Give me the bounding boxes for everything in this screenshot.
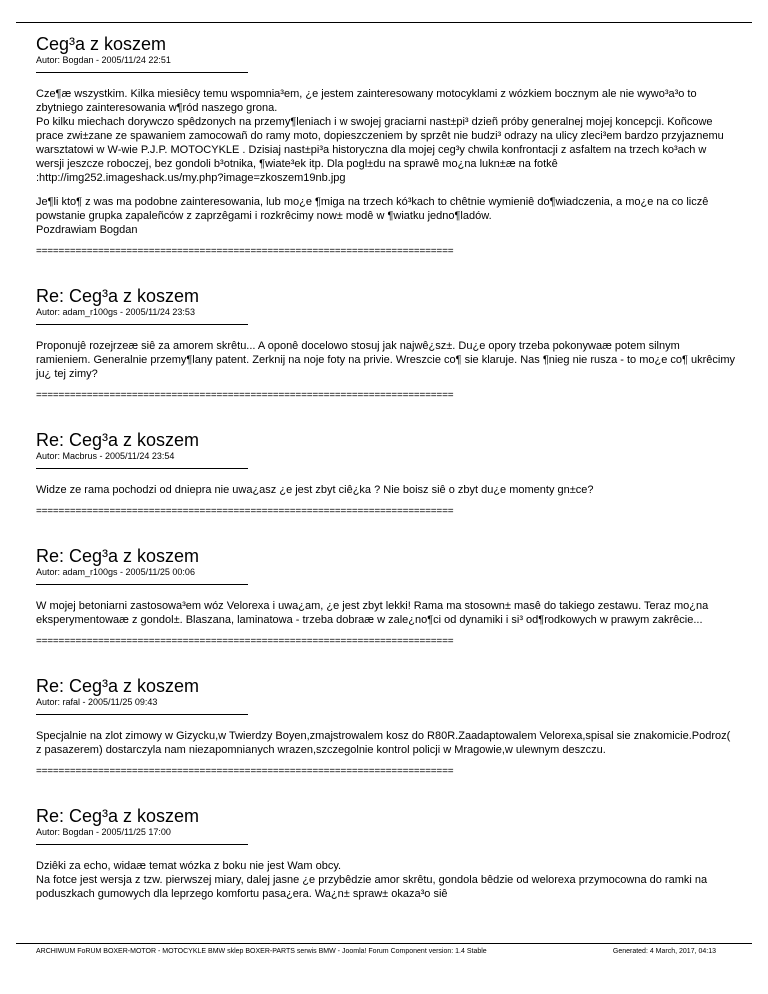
post-separator: ========================================================================== — [36, 637, 454, 647]
post-divider — [36, 72, 248, 73]
post-separator: ========================================================================== — [36, 247, 454, 257]
post-title: Re: Ceg³a z koszem — [36, 546, 200, 566]
post-author-date: Autor: Bogdan - 2005/11/25 17:00 — [36, 827, 171, 837]
post-paragraph: Proponujê rozejrzeæ siê za amorem skrêtu... A oponê docelowo stosuj jak najwê¿sz±. Du¿e opory trzeba pokonywaæ potem silnym ramieniem. Generalnie przemy¶lany patent. Zerknij na noje foty na privie. Wreszcie co¶ sie klaruje. Nas ¶nieg nie rusza - to mo¿e co¶ ukrêcimy ju¿ tej zimy? — [36, 340, 735, 380]
post-divider — [36, 324, 248, 325]
forum-post — [36, 676, 736, 777]
post-author-date: Autor: adam_r100gs - 2005/11/24 23:53 — [36, 307, 195, 317]
post-title: Re: Ceg³a z koszem — [36, 676, 200, 696]
post-title: Ceg³a z koszem — [36, 34, 167, 54]
post-author-date: Autor: adam_r100gs - 2005/11/25 00:06 — [36, 567, 195, 577]
bottom-rule — [16, 943, 752, 944]
post-paragraph: Widze ze rama pochodzi od dniepra nie uwa¿asz ¿e jest zbyt ciê¿ka ? Nie boisz siê o zbyt du¿e momenty gn±ce? — [36, 484, 594, 496]
footer-generated: Generated: 4 March, 2017, 04:13 — [612, 948, 716, 955]
post-title: Re: Ceg³a z koszem — [36, 286, 200, 306]
post-author-date: Autor: Bogdan - 2005/11/24 22:51 — [36, 55, 171, 65]
post-divider — [36, 714, 248, 715]
forum-archive — [36, 34, 736, 911]
post-separator: ========================================================================== — [36, 767, 454, 777]
post-author-date: Autor: Macbrus - 2005/11/24 23:54 — [36, 451, 175, 461]
forum-post — [36, 546, 736, 647]
forum-post — [36, 806, 736, 901]
forum-post — [36, 430, 736, 517]
post-body — [36, 339, 736, 381]
footer-source: ARCHIWUM FoRUM BOXER-MOTOR - MOTOCYKLE BMW sklep BOXER-PARTS serwis BMW - Joomla! Forum Component version: 1.4 Stable — [36, 948, 487, 955]
post-body — [36, 87, 736, 237]
post-paragraph: Specjalnie na zlot zimowy w Gizycku,w Twierdzy Boyen,zmajstrowalem kosz do R80R.Zaadaptowalem Velorexa,spisal sie znakomicie.Podroz( z pasazerem) dostarczyla nam niezapomnianych wrazen,szczegolnie kontrol policji w Mragowie,w ulewnym deszczu. — [36, 730, 731, 756]
forum-post — [36, 34, 736, 257]
post-paragraph: W mojej betoniarni zastosowa³em wóz Velorexa i uwa¿am, ¿e jest zbyt lekki! Rama ma stosown± masê do takiego zestawu. Teraz mo¿na eksperymentowaæ z gondol±. Blaszana, laminatowa - trzeba dobraæ w zale¿no¶ci od dynamiki i si³ od¶rodkowych w prawym zakrêcie... — [36, 600, 709, 626]
post-body — [36, 729, 736, 757]
post-body — [36, 483, 736, 497]
forum-post — [36, 286, 736, 401]
post-title: Re: Ceg³a z koszem — [36, 806, 200, 826]
post-author-date: Autor: rafal - 2005/11/25 09:43 — [36, 697, 158, 707]
post-divider — [36, 844, 248, 845]
post-separator: ========================================================================== — [36, 391, 454, 401]
post-separator: ========================================================================== — [36, 507, 454, 517]
post-paragraph: Dziêki za echo, widaæ temat wózka z boku nie jest Wam obcy. Na fotce jest wersja z tzw. pierwszej miary, dalej jasne ¿e przybêdzie amor skrêtu, gondola bêdzie od welorexa przymocowna do ramki na poduszkach gumowych dla leprzego komfortu pasa¿era. Wa¿n± spraw± okaza³o siê — [36, 860, 708, 900]
post-paragraph: Cze¶æ wszystkim. Kilka miesiêcy temu wspomnia³em, ¿e jestem zainteresowany motocyklami z wózkiem bocznym ale nie wywo³a³o to zbytniego zainteresowania w¶ród naszego grona. Po kilku miechach dorywczo spêdzonych na przemy¶leniach i w swojej graciarni nast±pi³ dzieñ próby generalnej mojej koncepcji. Koñcowe prace zwi±zane ze spawaniem zamocowañ do ramy moto, dopieszczeniem by sprzêt nie budzi³ odrazy na ulicy zleci³em bardzo przyjaznemu warsztatowi w W-wie P.J.P. MOTOCYKLE . Dzisiaj nast±pi³a historyczna dla mojej ceg³y chwila konfrontacji z asfaltem na trzech ko³ach w wersji jeszcze roboczej, bez gondoli b³otnika, ¶wiate³ek itp. Dla pogl±du na sprawê mo¿na lukn±æ na fotkê :http://img252.imageshack.us/my.php?image=zkoszem19nb.jpg — [36, 88, 724, 184]
post-title: Re: Ceg³a z koszem — [36, 430, 200, 450]
top-rule — [16, 22, 752, 23]
post-body — [36, 859, 736, 901]
post-divider — [36, 584, 248, 585]
post-body — [36, 599, 736, 627]
post-paragraph: Je¶li kto¶ z was ma podobne zainteresowania, lub mo¿e ¶miga na trzech kó³kach to chêtnie wymieniê do¶wiadczenia, a mo¿e na co liczê powstanie grupka zapaleñców z zaprzêgami i rozkrêcimy now± modê w ¶wiatku jedno¶ladów. Pozdrawiam Bogdan — [36, 196, 709, 236]
post-divider — [36, 468, 248, 469]
